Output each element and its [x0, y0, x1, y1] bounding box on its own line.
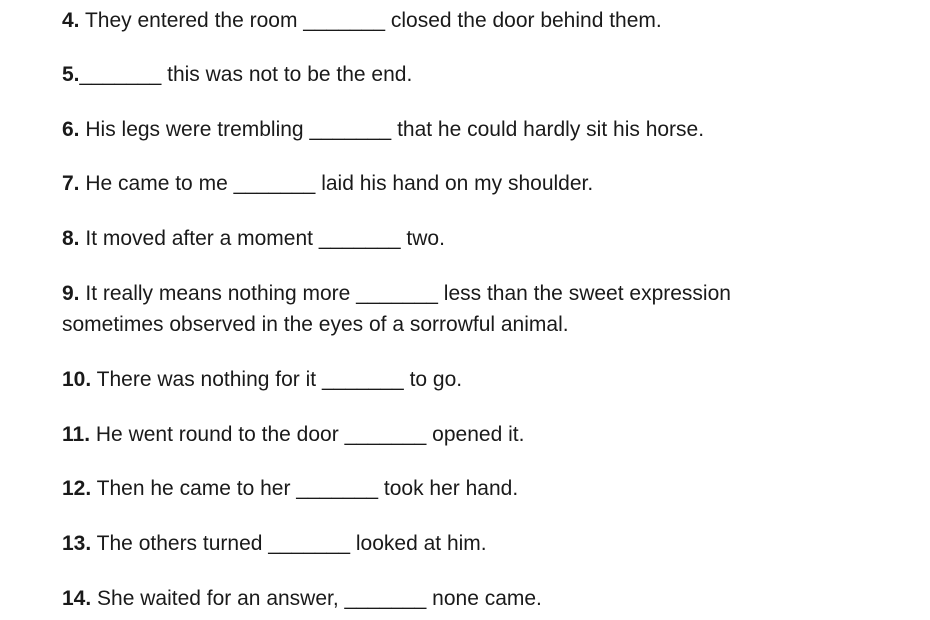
question-text-after: looked at him. [355, 532, 487, 555]
question-number: 8. [62, 227, 80, 250]
question-text-before: His legs were trembling [85, 118, 304, 141]
question-text-after: took her hand. [383, 477, 519, 500]
question-number: 5. [62, 63, 80, 86]
question-number: 7. [62, 172, 80, 195]
question-text-before: They entered the room [84, 9, 298, 32]
question-8 [62, 223, 445, 254]
question-text-before: It really means nothing more [85, 282, 351, 305]
answer-blank: _______ [344, 587, 427, 610]
question-number: 14. [62, 587, 92, 610]
question-text-after: that he could hardly sit his horse. [397, 118, 705, 141]
question-11 [62, 419, 524, 450]
question-text-after: none came. [432, 587, 542, 610]
answer-blank: _______ [356, 282, 438, 305]
question-9 [62, 278, 731, 340]
question-text-before: He went round to the door [95, 423, 339, 446]
question-13 [62, 528, 487, 559]
answer-blank: _______ [344, 423, 427, 446]
question-number: 6. [62, 118, 80, 141]
question-number: 10. [62, 368, 92, 391]
answer-blank: _______ [268, 532, 351, 555]
question-text-before: Then he came to her [96, 477, 291, 500]
question-number: 11. [62, 423, 91, 446]
question-text-after: laid his hand on my shoulder. [321, 172, 594, 195]
question-text-after: two. [406, 227, 445, 250]
question-text-before: It moved after a moment [85, 227, 313, 250]
question-number: 12. [62, 477, 92, 500]
question-14 [62, 583, 542, 614]
answer-blank: _______ [233, 172, 316, 195]
answer-blank: _______ [296, 477, 379, 500]
question-7 [62, 168, 593, 199]
answer-blank: _______ [321, 368, 404, 391]
question-text-continued: sometimes observed in the eyes of a sorrowful animal. [62, 313, 569, 336]
question-text-before: He came to me [85, 172, 228, 195]
question-text-before: She waited for an answer, [97, 587, 339, 610]
answer-blank: _______ [318, 227, 401, 250]
question-text-after: opened it. [432, 423, 525, 446]
question-text-after: closed the door behind them. [390, 9, 662, 32]
answer-blank: _______ [309, 118, 392, 141]
question-5 [62, 59, 412, 90]
question-text-before: The others turned [96, 532, 263, 555]
answer-blank: _______ [79, 63, 162, 86]
question-number: 9. [62, 282, 80, 305]
question-10 [62, 364, 462, 395]
question-6 [62, 114, 704, 145]
question-text-after: this was not to be the end. [167, 63, 413, 86]
question-4 [62, 5, 662, 36]
question-12 [62, 473, 518, 504]
question-number: 4. [62, 9, 80, 32]
question-number: 13. [62, 532, 92, 555]
question-text-before: There was nothing for it [96, 368, 317, 391]
question-text-after: to go. [409, 368, 463, 391]
answer-blank: _______ [303, 9, 386, 32]
question-text-after: less than the sweet expression [443, 282, 731, 305]
